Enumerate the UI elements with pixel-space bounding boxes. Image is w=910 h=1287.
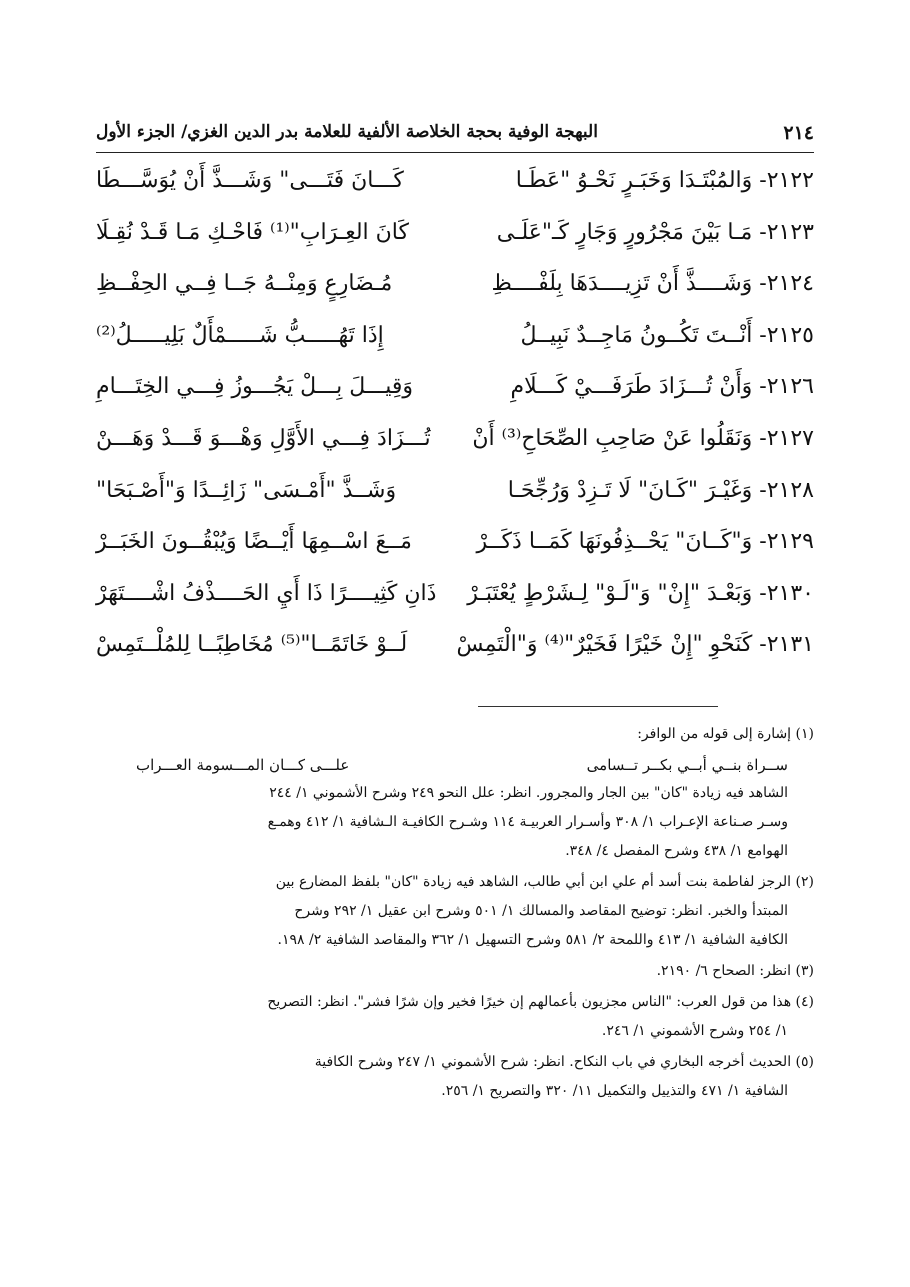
verse-2129 <box>96 521 814 573</box>
verse-second-hemistich: ذَانِ كَثِيــــرًا ذَا أَيِ الحَــــذْفُ اشْــــتَهَرْ <box>96 580 437 606</box>
verse-second-hemistich: تُـــزَادَ فِـــي الأَوَّلِ وَهْـــوَ قَـــدْ وَهَـــنْ <box>96 425 431 451</box>
verse-first-hemistich: ٢١٣٠- وَبَعْـدَ "إِنْ" وَ"لَـوْ" لِـشَرْطٍ يُعْتَبَـرْ <box>467 580 814 606</box>
verse-2127 <box>96 418 814 470</box>
verse-second-hemistich: وَقِيـــلَ بِـــلْ يَجُـــوزُ فِـــي الخِتَـــامِ <box>96 374 414 400</box>
footnote-2 <box>96 868 814 955</box>
verse-2130 <box>96 573 814 625</box>
verse-block <box>96 160 814 676</box>
poem-first-hemistich: ســراة بنــي أبــي بكــر تــسامى <box>586 756 788 774</box>
verse-second-hemistich: مَــعَ اسْــمِهَا أَيْــضًا وَيُبْقُــونَ الخَبَــرْ <box>96 529 412 555</box>
verse-2125 <box>96 315 814 367</box>
verse-second-hemistich: لَــوْ خَاتَمًــا"⁽⁵⁾ مُخَاطِبًــا لِلمُلْــتَمِسْ <box>96 632 408 658</box>
verse-first-hemistich: ٢١٢٣- مَـا بَيْنَ مَجْرُورٍ وَجَارٍ كَـ"عَلَـى <box>496 219 814 245</box>
verse-first-hemistich: ٢١٢٩- وَ"كَــانَ" يَحْــذِفُونَهَا كَمَــا ذَكَــرْ <box>476 529 814 555</box>
footnote-text: (٢) الرجز لفاطمة بنت أسد أم علي ابن أبي طالب، الشاهد فيه زيادة "كان" بلفظ المضارع بين <box>275 874 814 890</box>
footnote-text: الهوامع ١/ ٤٣٨ وشرح المفصل ٤/ ٣٤٨. <box>565 843 788 859</box>
verse-second-hemistich: مُـضَارِعٍ وَمِنْــهُ جَــا فِــي الحِفْــظِ <box>96 271 393 297</box>
running-title: البهجة الوفية بحجة الخلاصة الألفية للعلامة بدر الدين الغزي/ الجزء الأول <box>96 122 598 142</box>
footnote-3 <box>96 957 814 986</box>
verse-first-hemistich: ٢١٢٢- وَالمُبْتَـدَا وَخَبَـرٍ نَحْـوُ "عَطَـا <box>515 168 814 193</box>
page-header <box>96 118 814 153</box>
footnote-5 <box>96 1048 814 1106</box>
verse-first-hemistich: ٢١٢٧- وَنَقَلُوا عَنْ صَاحِبِ الصِّحَاحِ⁽³⁾ أَنْ <box>472 425 814 451</box>
footnote-text: وسـر صـناعة الإعـراب ١/ ٣٠٨ وأسـرار العربيـة ١١٤ وشـرح الكافيـة الـشافية ١/ ٤١٢ وهمـع <box>267 814 788 830</box>
footnote-text: (٣) انظر: الصحاح ٦/ ٢١٩٠. <box>656 963 814 979</box>
page-number: ٢١٤ <box>783 122 814 144</box>
verse-first-hemistich: ٢١٢٦- وَأَنْ تُـــزَادَ طَرَفَـــيْ كَـــلَامِ <box>510 374 814 400</box>
footnote-text: الكافية الشافية ١/ ٤١٣ واللمحة ٢/ ٥٨١ وشرح التسهيل ١/ ٣٦٢ والمقاصد الشافية ٢/ ١٩٨. <box>277 932 788 948</box>
footnote-text: (٤) هذا من قول العرب: "الناس مجزيون بأعمالهم إن خيرًا فخير وإن شرًا فشر". انظر: التصريح <box>267 994 814 1010</box>
verse-second-hemistich: كَـــانَ فَتَـــى" وَشَـــذَّ أَنْ يُوَسَّـــطَا <box>96 168 404 193</box>
footnotes <box>96 720 814 1108</box>
verse-second-hemistich: وَشَــذَّ "أَمْـسَى" زَائِــدًا وَ"أَصْـبَحَا" <box>96 477 397 503</box>
verse-2126 <box>96 366 814 418</box>
verse-first-hemistich: ٢١٣١- كَنَحْوِ "إِنْ خَيْرًا فَخَيْرٌ"⁽⁴⁾ وَ"الْتَمِسْ <box>456 632 814 658</box>
footnote-separator <box>478 706 718 707</box>
verse-2128 <box>96 470 814 522</box>
footnote-text: ١/ ٢٥٤ وشرح الأشموني ١/ ٢٤٦. <box>601 1023 788 1039</box>
verse-first-hemistich: ٢١٢٥- أَنْــتَ تَكُــونُ مَاجِــدٌ نَبِيــلُ <box>520 322 814 348</box>
verse-second-hemistich: كَانَ العِـرَابِ"⁽¹⁾ فَاحْـكِ مَـا قَـدْ نُقِـلَا <box>96 219 409 245</box>
footnote-4 <box>96 988 814 1046</box>
verse-2124 <box>96 263 814 315</box>
footnote-text: (١) إشارة إلى قوله من الوافر: <box>637 726 814 742</box>
footnote-text: المبتدأ والخبر. انظر: توضيح المقاصد والمسالك ١/ ٥٠١ وشرح ابن عقيل ١/ ٢٩٢ وشرح <box>294 903 788 919</box>
verse-2122 <box>96 160 814 212</box>
verse-2123 <box>96 212 814 264</box>
verse-first-hemistich: ٢١٢٨- وَغَيْـرَ "كَـانَ" لَا تَـزِدْ وَرُجِّحَـا <box>507 477 814 503</box>
footnote-text: (٥) الحديث أخرجه البخاري في باب النكاح. انظر: شرح الأشموني ١/ ٢٤٧ وشرح الكافية <box>314 1054 814 1070</box>
verse-first-hemistich: ٢١٢٤- وَشَــــذَّ أَنْ تَزِيــــدَهَا بِلَفْــــظِ <box>491 271 814 297</box>
verse-2131 <box>96 624 814 676</box>
footnote-1 <box>96 720 814 866</box>
poem-second-hemistich: علـــى كـــان المـــسومة العـــراب <box>136 756 350 774</box>
verse-second-hemistich: إِذَا تَهُـــــبُّ شَـــــمْأَلٌ بَلِيـــــلُ⁽²⁾ <box>96 322 384 348</box>
footnote-poem-line <box>96 749 814 779</box>
footnote-text: الشاهد فيه زيادة "كان" بين الجار والمجرور. انظر: علل النحو ٢٤٩ وشرح الأشموني ١/ ٢٤٤ <box>269 785 788 801</box>
footnote-text: الشافية ١/ ٤٧١ والتذييل والتكميل ١١/ ٣٢٠ والتصريح ١/ ٢٥٦. <box>441 1083 788 1099</box>
